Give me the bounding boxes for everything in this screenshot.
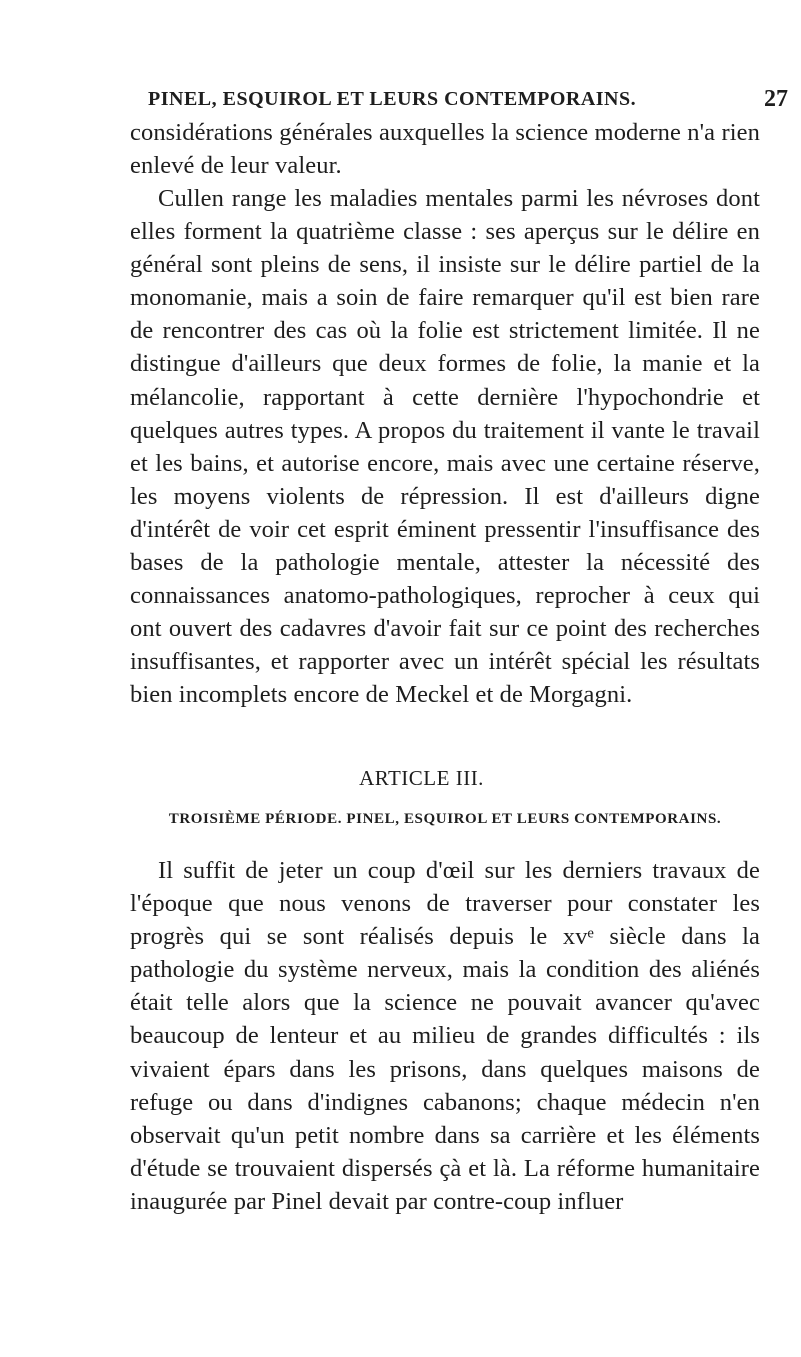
paragraph-cullen bbox=[130, 182, 760, 712]
running-title: PINEL, ESQUIROL ET LEURS CONTEMPORAINS. bbox=[148, 88, 637, 110]
paragraph-continued bbox=[130, 116, 760, 182]
paragraph-text: considérations générales auxquelles la science moderne n'a rien enlevé de leur valeur. bbox=[130, 119, 760, 180]
article-heading: ARTICLE III. bbox=[359, 766, 484, 790]
paragraph-third-period bbox=[130, 854, 760, 1218]
section-subheading: TROISIÈME PÉRIODE. PINEL, ESQUIROL ET LEURS CONTEMPORAINS. bbox=[168, 811, 722, 827]
running-header bbox=[148, 88, 788, 118]
paragraph-text: Cullen range les maladies mentales parmi les névroses dont elles forment la quatrième classe : ses aperçus sur le délire en général sont pleins de sens, il insiste sur le délire partiel de la monomanie, mais a soin de faire remarquer qu'il est bien rare de rencontrer des cas où la folie est strictement limitée. Il ne distingue d'ailleurs que deux formes de folie, la manie et la mélancolie, rapportant à cette dernière l'hypochondrie et quelques autres types. A propos du traitement il vante le travail et les bains, et autorise encore, mais avec une certaine réserve, les moyens violents de répression. Il est d'ailleurs digne d'intérêt de voir cet esprit éminent pressentir l'insuffisance des bases de la pathologie mentale, attester la nécessité des connaissances anatomo-pathologiques, reprocher à ceux qui ont ouvert des cadavres d'avoir fait sur ce point des recherches insuffisantes, et rapporter avec un intérêt spécial les résultats bien incomplets encore de Meckel et de Morgagni. bbox=[130, 185, 760, 709]
page-number: 27 bbox=[764, 86, 788, 112]
paragraph-text: Il suffit de jeter un coup d'œil sur les derniers travaux de l'époque que nous venons de traverser pour constater les progrès qui se sont réalisés depuis le xvᵉ siècle dans la pathologie du système nerveux, mais la condition des aliénés était telle alors que la science ne pouvait avancer qu'avec beaucoup de lenteur et au milieu de grandes difficultés : ils vivaient épars dans les prisons, dans quelques maisons de refuge ou dans d'indignes cabanons; chaque médecin n'en observait qu'un petit nombre dans sa carrière et les éléments d'étude se trouvaient dispersés çà et là. La réforme humanitaire inaugurée par Pinel devait par contre-coup influer bbox=[130, 857, 760, 1215]
